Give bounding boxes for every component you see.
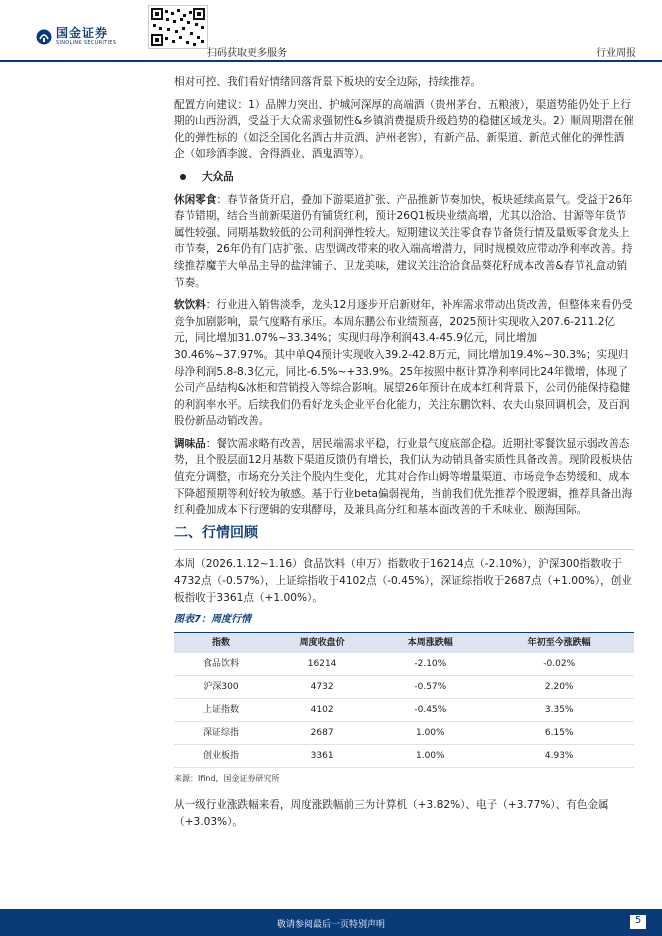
paragraph-industry-summary: 从一级行业涨跌幅来看，周度涨跌幅前三为计算机（+3.82%）、电子（+3.77%）、有色金属（+3.03%）。 [174,799,609,828]
table-cell: 4102 [268,698,376,721]
table-cell: 上证指数 [174,698,268,721]
table-cell: -0.45% [376,698,484,721]
table-cell: -2.10% [376,653,484,676]
paragraph-market-summary: 本周（2026.1.12~1.16）食品饮料（申万）指数收于16214点（-2.10%），沪深300指数收于4732点（-0.57%），上证综指收于4102点（-0.45%），深证综指收于2687点（+1.00%），创业板指收于3361点（+1.00%）。 [174,558,632,604]
figure-title: 图表7：周度行情 [174,614,251,626]
table-cell: 2687 [268,721,376,744]
table-cell: 1.00% [376,721,484,744]
table-header-cell: 本周涨跌幅 [407,637,453,648]
table-cell: 3.35% [484,698,634,721]
table-cell: 沪深300 [174,675,268,698]
paragraph-soft-drinks [174,297,634,430]
mass-title: 大众品 [202,170,234,183]
weekly-market-table [174,633,634,768]
table-cell: 3361 [268,744,376,767]
table-row [174,675,634,698]
table-source: 来源：Ifind，国金证券研究所 [174,773,280,783]
section-heading-mass [174,169,634,186]
table-cell: 4732 [268,675,376,698]
main-content [174,74,634,837]
company-logo [36,24,136,50]
paragraph-seasoning [174,436,634,519]
table-cell: 深证综指 [174,721,268,744]
table-header-row [174,633,634,653]
table-row [174,698,634,721]
paragraph-allocation: 配置方向建议：1）品牌力突出、护城河深厚的高端酒（贵州茅台、五粮液），渠道势能仍处于上行期的山西汾酒，受益于大众需求强韧性&乡镇消费提质升级趋势的稳健区域龙头。2）顺周期潜在催化的弹性标的（如泛全国化名酒古井贡酒、泸州老窖），有新产品、新渠道、新范式催化的弹性酒企（如珍酒李渡、舍得酒业、酒鬼酒等）。 [174,98,634,161]
page-header [0,0,662,64]
table-header-cell: 年初至今涨跌幅 [527,637,591,648]
footer-disclaimer: 敬请参阅最后一页特别声明 [276,920,385,930]
soft-drinks-label: 软饮料 [174,299,206,312]
table-cell: 创业板指 [174,744,268,767]
paragraph-intro: 相对可控、我们看好情绪回落背景下板块的安全边际，持续推荐。 [174,76,482,88]
table-row [174,653,634,676]
seasoning-text: ：餐饮需求略有改善，居民端需求平稳，行业景气度底部企稳。近期社零餐饮显示弱改善态势，且个股层面12月基数下渠道反馈仍有增长，我们认为动销具备实质性具备改善。现阶段板块估值充分调整，市场充分关注个股内生变化，尤其对合作山姆等增量渠道、市场竞争态势缓和、成本下降超预期等利好较为敏感。基于行业beta偏弱视角，当前我们优先推荐个股逻辑，推荐具备出海红利叠加成本下行逻辑的安琪酵母，及兼具高分红和基本面改善的千禾味业、颐海国际。 [174,437,633,517]
snacks-label: 休闲零食 [174,193,217,206]
bullet-icon [180,174,186,180]
table-cell: -0.57% [376,675,484,698]
qr-code-icon[interactable] [148,5,208,49]
table-cell: 1.00% [376,744,484,767]
header-divider [0,60,662,62]
page-footer [0,909,662,936]
seasoning-label: 调味品 [174,437,206,450]
table-cell: 6.15% [484,721,634,744]
table-cell: 16214 [268,653,376,676]
table-header-cell: 指数 [211,637,230,648]
table-header-cell: 周度收盘价 [299,637,345,648]
page-number: 5 [630,915,646,929]
report-type-label: 行业周报 [596,48,636,59]
table-cell: -0.02% [484,653,634,676]
table-row [174,721,634,744]
logo-chinese-name: 国金证券 [56,26,109,40]
table-row [174,744,634,767]
snacks-text: ：春节备货开启，叠加下游渠道扩张、产品推新节奏加快，板块延续高景气。受益于26年春节错期，结合当前新渠道仍有铺货红利，预计26Q1板块业绩高增，尤其以洽洽、甘源等年货节属性较强、同期基数较低的公司利润弹性较大。短期建议关注零食春节备货行情及量贩零食龙头上市节奏，26年仍有门店扩张、店型调改带来的收入端高增潜力，同时规模效应带动净利率改善。持续推荐魔芋大单品主导的盐津铺子、卫龙美味，建议关注洽洽食品葵花籽成本改善&春节礼盒动销节奏。 [174,193,633,289]
section-title-market: 二、行情回顾 [174,524,258,541]
paragraph-snacks [174,192,634,292]
table-cell: 2.20% [484,675,634,698]
table-cell: 4.93% [484,744,634,767]
soft-drinks-text: ：行业进入销售淡季，龙头12月逐步开启新财年，补库需求带动出货改善，但整体来看仍受竞争加剧影响，景气度略有承压。本周东鹏公布业绩预喜，2025预计实现收入207.6-211.2亿元，同比增加31.07%~33.34%；实现归母净利润43.4-45.9亿元，同比增加30.46%~37.97%。其中单Q4预计实现收入39.2-42.8万元，同比增加19.4%~30.3%；实现归母净利润5.8-8.3亿元，同比-6.5%~+33.9%。25年按照中枢计算净利率同比24年微增，体现了公司产品结构&冰柜和营销投入等综合影响。展望26年预计在成本红利背景下，公司仍能保持稳健的利润率水平。后续我们仍看好龙头企业平台化能力，关注东鹏饮料、农夫山泉回调机会，及百润股份新品动销改善。 [174,299,633,428]
qr-label: 扫码获取更多服务 [207,48,287,59]
logo-mark-icon [36,29,52,45]
logo-english-name: SINOLINK SECURITIES [56,40,117,46]
section-divider [174,549,634,550]
table-cell: 食品饮料 [174,653,268,676]
